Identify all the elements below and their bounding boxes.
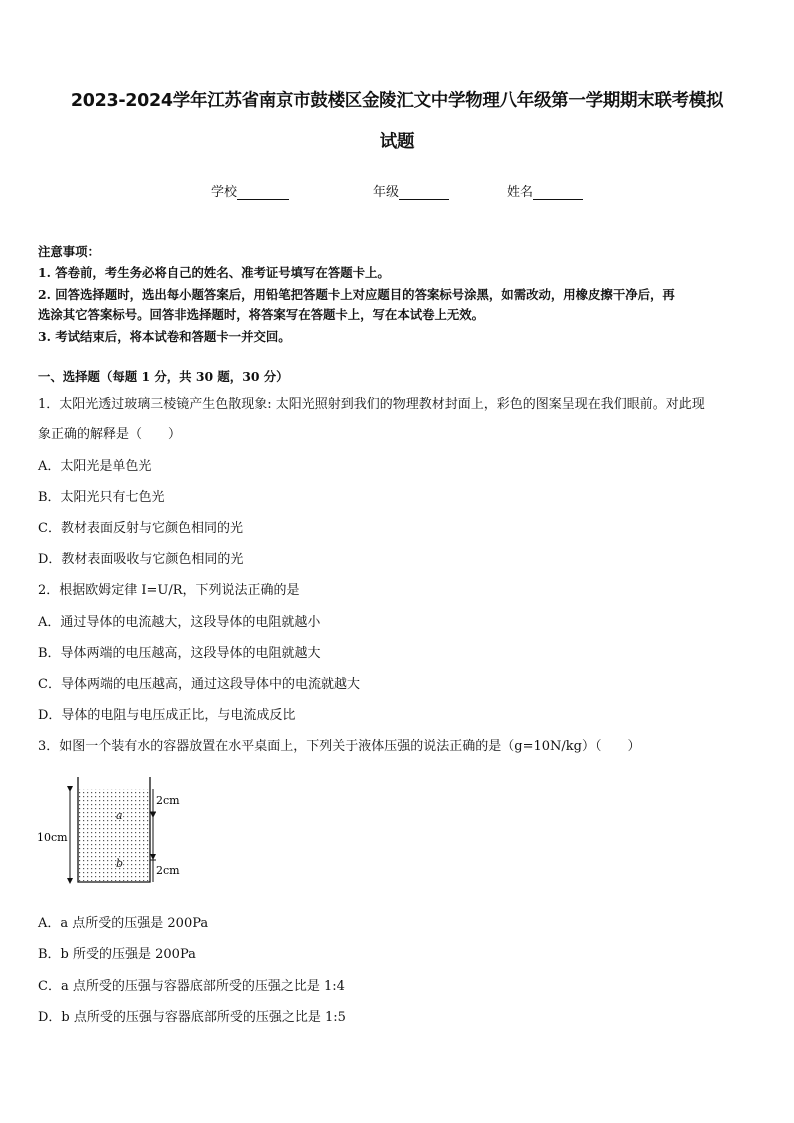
school-label: 学校 (211, 185, 238, 200)
question-3-stem: 3．如图一个装有水的容器放置在水平桌面上，下列关于液体压强的说法正确的是（g=10N/kg）（ ） (38, 739, 641, 754)
bottom-distance-label: 2cm (156, 864, 180, 877)
grade-field (373, 181, 449, 200)
q2-option-a: A．通过导体的电流越大，这段导体的电阻就越小 (38, 615, 321, 630)
water-container-figure (30, 775, 190, 890)
q3-option-a: A．a 点所受的压强是 200Pa (38, 916, 209, 931)
section-heading: 一、选择题（每题 1 分，共 30 题，30 分） (38, 369, 289, 384)
q3-option-c: C．a 点所受的压强与容器底部所受的压强之比是 1:4 (38, 979, 345, 994)
notice-item: 3. 考试结束后，将本试卷和答题卡一并交回。 (38, 329, 291, 344)
q3-option-d: D．b 点所受的压强与容器底部所受的压强之比是 1:5 (38, 1010, 346, 1025)
notice-item: 2. 回答选择题时，选出每小题答案后，用铅笔把答题卡上对应题目的答案标号涂黑，如需改动，用橡皮擦干净后，再 (38, 287, 675, 302)
notice-item: 选涂其它答案标号。回答非选择题时，将答案写在答题卡上，写在本试卷上无效。 (38, 307, 485, 322)
question-1-stem: 1．太阳光透过玻璃三棱镜产生色散现象: 太阳光照射到我们的物理教材封面上，彩色的图案呈现在我们眼前。对此现 (38, 397, 705, 412)
page-title-continued: 试题 (379, 132, 415, 152)
point-a-label: a (116, 809, 123, 822)
q1-option-a: A．太阳光是单色光 (38, 459, 152, 474)
school-field (211, 181, 289, 200)
question-1-stem-cont: 象正确的解释是（ ） (38, 427, 182, 442)
q2-option-b: B．导体两端的电压越高，这段导体的电阻就越大 (38, 646, 321, 661)
height-label: 10cm (37, 831, 68, 844)
page-title: 2023-2024学年江苏省南京市鼓楼区金陵汇文中学物理八年级第一学期期末联考模拟 (70, 91, 724, 111)
q2-option-d: D．导体的电阻与电压成正比，与电流成反比 (38, 708, 296, 723)
point-b-label: b (116, 857, 124, 870)
name-field (507, 181, 583, 200)
notice-heading: 注意事项： (38, 244, 100, 259)
q1-option-c: C．教材表面反射与它颜色相同的光 (38, 521, 243, 536)
grade-blank[interactable] (399, 187, 449, 200)
name-blank[interactable] (533, 187, 583, 200)
top-distance-label: 2cm (156, 794, 180, 807)
school-blank[interactable] (237, 187, 289, 200)
q1-option-b: B．太阳光只有七色光 (38, 490, 165, 505)
question-2-stem: 2．根据欧姆定律 I=U/R，下列说法正确的是 (38, 583, 300, 598)
water-body (78, 789, 150, 881)
q1-option-d: D．教材表面吸收与它颜色相同的光 (38, 552, 244, 567)
grade-label: 年级 (373, 185, 400, 200)
notice-item: 1. 答卷前，考生务必将自己的姓名、准考证号填写在答题卡上。 (38, 265, 390, 280)
name-label: 姓名 (507, 185, 534, 200)
q2-option-c: C．导体两端的电压越高，通过这段导体中的电流就越大 (38, 677, 360, 692)
q3-option-b: B．b 所受的压强是 200Pa (38, 947, 196, 962)
